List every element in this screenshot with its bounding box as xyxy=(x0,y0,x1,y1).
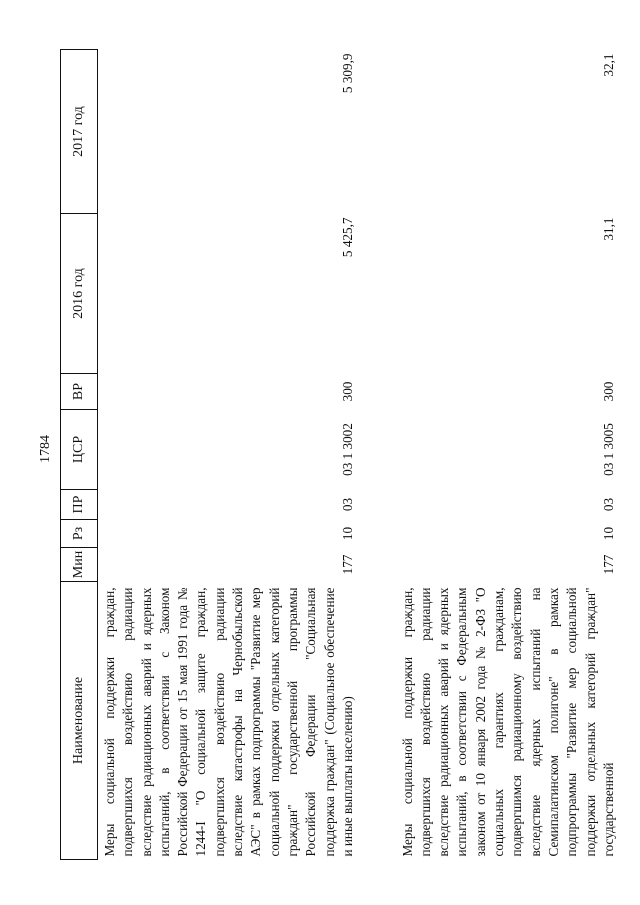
table-header-row xyxy=(61,50,98,860)
row-min: 177 xyxy=(339,554,355,575)
row-pr: 03 xyxy=(600,497,616,512)
row-2016: 5 425,7 xyxy=(339,217,355,258)
header-name: Наименование xyxy=(61,582,98,860)
row-name: Меры социальной поддержки граждан, подвергшихся воздействию радиации вследствие радиационных аварий и ядерных испытаний, в соответствии с Законом Российской Федерации от 15 мая 1991 года № 1244-I "О социальной защите граждан, подвергшихся воздействию радиации вследствие катастрофы на Чернобыльской АЭС" в рамках подпрограммы "Развитие мер социальной поддержки отдельных категорий граждан" государственной программы Российской Федерации "Социальная поддержка граждан" (Социальное обеспечение и иные выплаты населению) xyxy=(102,587,355,857)
rotated-page xyxy=(60,50,616,860)
row-csr: 03 1 3005 xyxy=(600,423,616,476)
row-rz: 10 xyxy=(339,526,355,541)
header-2017: 2017 год xyxy=(61,50,98,214)
row-min: 177 xyxy=(600,554,616,575)
row-2017: 32,1 xyxy=(600,53,616,77)
header-csr: ЦСР xyxy=(61,410,98,490)
table-row xyxy=(98,50,358,860)
row-csr: 03 1 3002 xyxy=(339,423,355,476)
row-rz: 10 xyxy=(600,526,616,541)
table-row xyxy=(357,50,618,860)
header-vr: ВР xyxy=(61,374,98,410)
row-vr: 300 xyxy=(600,381,616,402)
row-pr: 03 xyxy=(339,497,355,512)
header-pr: ПР xyxy=(61,490,98,520)
row-vr: 300 xyxy=(339,381,355,402)
row-2017: 5 309,9 xyxy=(339,53,355,94)
header-2016: 2016 год xyxy=(61,214,98,374)
row-name: Меры социальной поддержки граждан, подвергшихся воздействию радиации вследствие радиационных аварий и ядерных испытаний, в соответствии с Федеральным законом от 10 января 2002 года № 2-ФЗ "О социальных гарантиях гражданам, подвергшимся радиационному воздействию вследствие ядерных испытаний на Семипалатинском полигоне" в рамках подпрограммы "Развитие мер социальной поддержки отдельных категорий граждан" государственной xyxy=(399,587,616,857)
header-min: Мин xyxy=(61,548,98,582)
budget-table xyxy=(60,49,618,860)
header-rz: Рз xyxy=(61,520,98,548)
page-number: 1784 xyxy=(38,435,53,463)
row-2016: 31,1 xyxy=(600,217,616,241)
